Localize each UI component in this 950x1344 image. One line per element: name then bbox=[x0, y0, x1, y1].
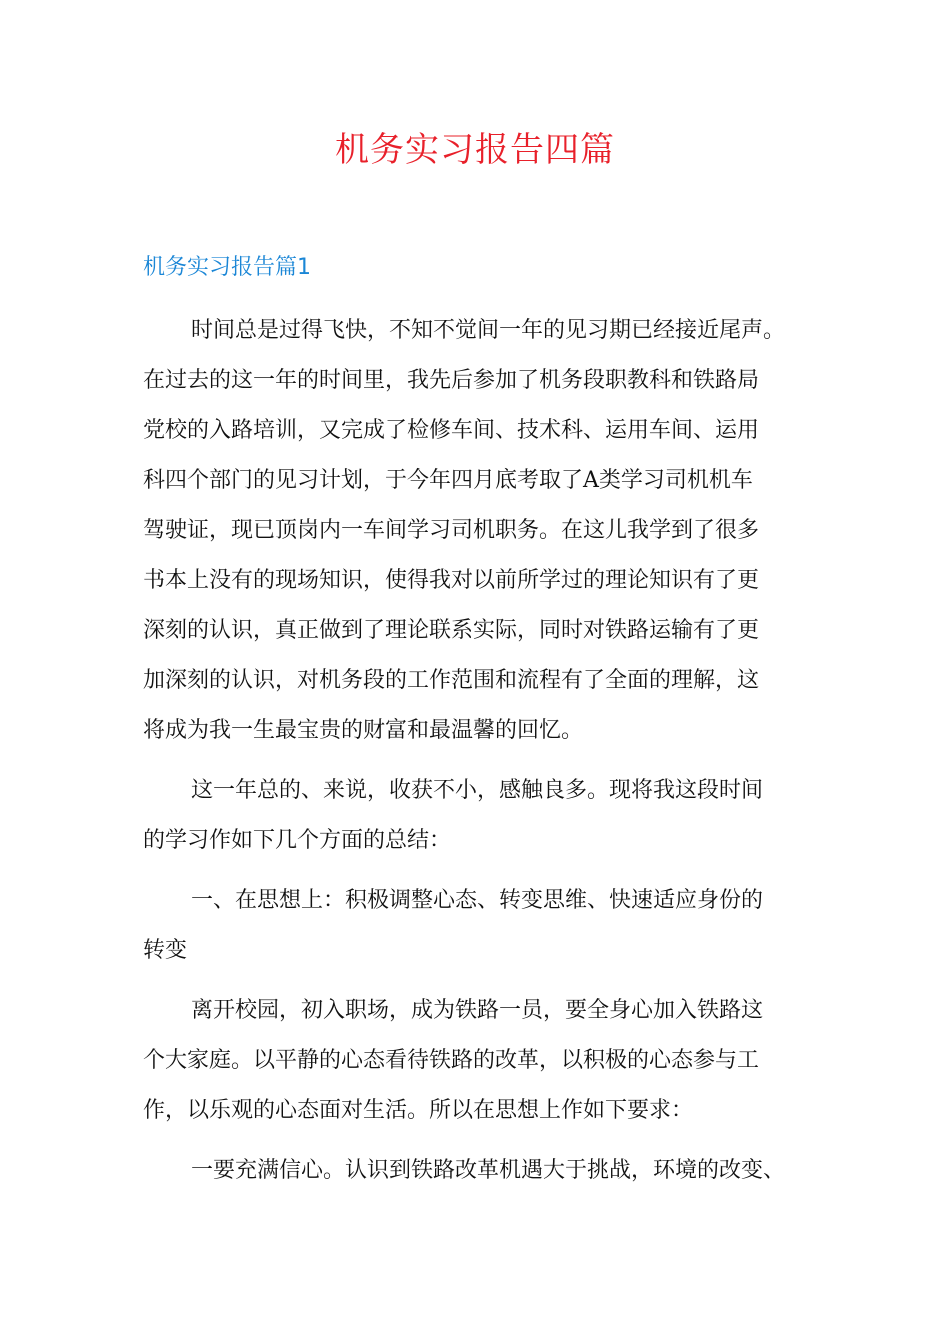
paragraph-line: 的学习作如下几个方面的总结： bbox=[143, 828, 452, 853]
paragraph-line: 党校的入路培训，又完成了检修车间、技术科、运用车间、运用 bbox=[143, 418, 760, 443]
document-title: 机务实习报告四篇 bbox=[335, 130, 615, 170]
paragraph-line: 将成为我一生最宝贵的财富和最温馨的回忆。 bbox=[143, 718, 584, 743]
paragraph-3 bbox=[143, 876, 813, 976]
paragraph-2 bbox=[143, 766, 813, 866]
paragraph-line: 这一年总的、来说，收获不小，感触良多。现将我这段时间 bbox=[191, 778, 764, 803]
paragraph-4 bbox=[143, 986, 813, 1136]
paragraph-line: 一要充满信心。认识到铁路改革机遇大于挑战，环境的改变、 bbox=[191, 1158, 786, 1183]
section-heading: 机务实习报告篇1 bbox=[143, 255, 311, 280]
paragraph-line: 驾驶证，现已顶岗内一车间学习司机职务。在这儿我学到了很多 bbox=[143, 518, 760, 543]
paragraph-1 bbox=[143, 306, 813, 756]
paragraph-line: 个大家庭。以平静的心态看待铁路的改革，以积极的心态参与工 bbox=[143, 1048, 760, 1073]
paragraph-line: 加深刻的认识，对机务段的工作范围和流程有了全面的理解，这 bbox=[143, 668, 760, 693]
paragraph-5 bbox=[143, 1146, 813, 1196]
paragraph-line: 离开校园，初入职场，成为铁路一员，要全身心加入铁路这 bbox=[191, 998, 764, 1023]
paragraph-line: 一、在思想上：积极调整心态、转变思维、快速适应身份的 bbox=[191, 888, 764, 913]
paragraph-line: 时间总是过得飞快，不知不觉间一年的见习期已经接近尾声。 bbox=[191, 318, 786, 343]
paragraph-line: 在过去的这一年的时间里，我先后参加了机务段职教科和铁路局 bbox=[143, 368, 760, 393]
document-body bbox=[143, 306, 813, 1196]
paragraph-line: 科四个部门的见习计划，于今年四月底考取了A类学习司机机车 bbox=[143, 468, 753, 493]
paragraph-line: 作，以乐观的心态面对生活。所以在思想上作如下要求： bbox=[143, 1098, 694, 1123]
paragraph-line: 深刻的认识，真正做到了理论联系实际，同时对铁路运输有了更 bbox=[143, 618, 760, 643]
paragraph-line: 书本上没有的现场知识，使得我对以前所学过的理论知识有了更 bbox=[143, 568, 760, 593]
paragraph-line: 转变 bbox=[143, 938, 188, 963]
